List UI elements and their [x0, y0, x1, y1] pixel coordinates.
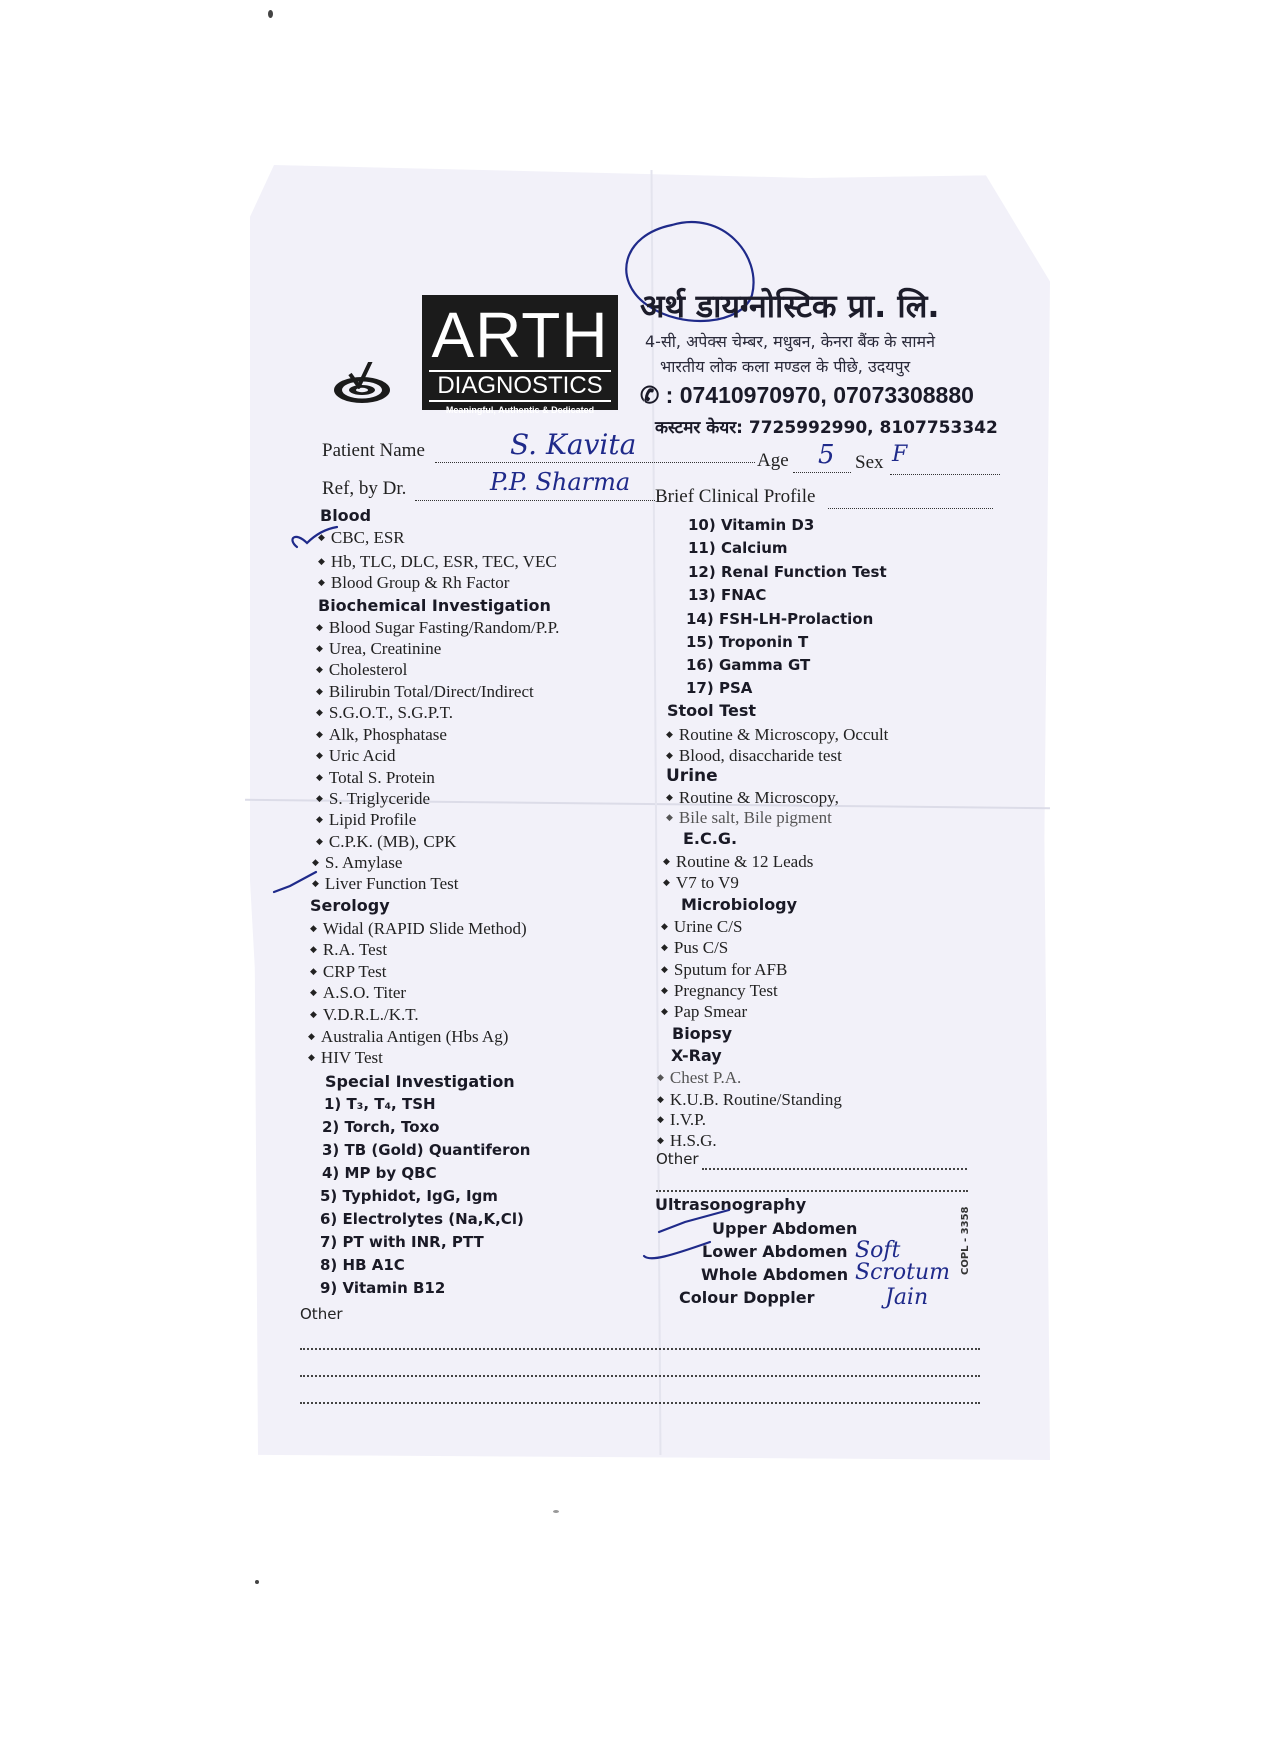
test-item: ◆ Routine & Microscopy,	[666, 788, 839, 808]
test-cbc: ◆ CBC, ESR	[318, 528, 405, 548]
test-item: ◆ S. Triglyceride	[316, 789, 430, 809]
special-item: 14) FSH-LH-Prolaction	[686, 610, 874, 628]
test-item: ◆ CRP Test	[310, 962, 386, 982]
special-item: 10) Vitamin D3	[688, 516, 815, 534]
test-item: ◆ C.P.K. (MB), CPK	[316, 832, 456, 852]
special-item: 11) Calcium	[688, 539, 788, 557]
test-item: ◆ Urine C/S	[661, 917, 742, 937]
test-item: ◆ Pus C/S	[661, 938, 728, 958]
test-liver-function: ◆ Liver Function Test	[312, 874, 458, 894]
section-special: Special Investigation	[325, 1072, 515, 1091]
test-hb: ◆ Hb, TLC, DLC, ESR, TEC, VEC	[318, 552, 557, 572]
sex-value: F	[892, 442, 908, 467]
other-line	[300, 1402, 980, 1404]
test-item: ◆ Total S. Protein	[316, 768, 435, 788]
test-item: ◆ Routine & Microscopy, Occult	[666, 725, 888, 745]
test-item: ◆ H.S.G.	[657, 1131, 717, 1151]
test-blood-group: ◆ Blood Group & Rh Factor	[318, 573, 509, 593]
test-item: ◆ R.A. Test	[310, 940, 387, 960]
logo-tagline: Meaningful, Authentic & Dedicated	[445, 405, 595, 415]
usg-lower-abdomen: Lower Abdomen	[702, 1242, 848, 1261]
test-item: ◆ Bilirubin Total/Direct/Indirect	[316, 682, 534, 702]
test-item: ◆ Cholesterol	[316, 660, 407, 680]
test-item: ◆ Chest P.A.	[657, 1068, 741, 1088]
usg-whole-abdomen: Whole Abdomen	[701, 1265, 849, 1284]
special-item: 6) Electrolytes (Na,K,Cl)	[320, 1210, 524, 1228]
sex-label: Sex	[855, 452, 884, 473]
handnote-soft: Soft	[855, 1238, 901, 1263]
clinical-profile-label: Brief Clinical Profile	[655, 486, 816, 507]
logo-sub: DIAGNOSTICS	[429, 370, 611, 402]
special-item: 12) Renal Function Test	[688, 563, 887, 581]
test-item: ◆ Blood, disaccharide test	[666, 746, 842, 766]
test-item: ◆ S. Amylase	[312, 853, 402, 873]
test-item: ◆ Blood Sugar Fasting/Random/P.P.	[316, 618, 559, 638]
test-item: ◆ V.D.R.L./K.T.	[310, 1005, 419, 1025]
section-serology: Serology	[310, 896, 390, 915]
special-item: 4) MP by QBC	[322, 1164, 437, 1182]
test-item: ◆ A.S.O. Titer	[310, 983, 406, 1003]
ref-doctor-value: P.P. Sharma	[490, 468, 631, 496]
paper-speck	[553, 1510, 559, 1513]
test-item: ◆ Alk, Phosphatase	[316, 725, 447, 745]
age-line	[793, 472, 851, 473]
address-line1: 4-सी, अपेक्स चेम्बर, मधुबन, केनरा बैंक के सामने	[645, 332, 935, 351]
section-stool: Stool Test	[667, 701, 757, 720]
tick-mark-icon	[285, 525, 345, 555]
other-label-right: Other	[656, 1150, 699, 1168]
usg-upper-abdomen: Upper Abdomen	[712, 1219, 858, 1238]
section-xray: X-Ray	[671, 1046, 722, 1065]
special-item: 2) Torch, Toxo	[322, 1118, 440, 1136]
usg-colour-doppler: Colour Doppler	[679, 1288, 815, 1307]
special-item: 3) TB (Gold) Quantiferon	[322, 1141, 531, 1159]
other-label-left: Other	[300, 1305, 343, 1323]
test-item: ◆ V7 to V9	[663, 873, 739, 893]
section-ecg: E.C.G.	[683, 829, 738, 848]
special-item: 15) Troponin T	[686, 633, 809, 651]
test-item: ◆ Urea, Creatinine	[316, 639, 441, 659]
ref-doctor-label: Ref, by Dr.	[322, 478, 407, 499]
test-item: ◆ Pregnancy Test	[661, 981, 778, 1001]
other-line	[702, 1168, 967, 1170]
special-item: 9) Vitamin B12	[320, 1279, 446, 1297]
test-item: ◆ Sputum for AFB	[661, 960, 787, 980]
special-item: 7) PT with INR, PTT	[320, 1233, 484, 1251]
age-label: Age	[757, 450, 789, 471]
section-microbiology: Microbiology	[681, 895, 798, 914]
tick-mark-icon	[640, 1238, 720, 1268]
handnote-scrotum: Scrotum	[855, 1260, 951, 1285]
phone-numbers: ✆ : 07410970970, 07073308880	[640, 382, 974, 408]
test-item: ◆ HIV Test	[308, 1048, 383, 1068]
test-item: ◆ S.G.O.T., S.G.P.T.	[316, 703, 453, 723]
special-item: 1) T₃, T₄, TSH	[324, 1095, 436, 1113]
test-item: ◆ I.V.P.	[657, 1110, 706, 1130]
section-biochemical: Biochemical Investigation	[318, 596, 551, 615]
target-logo-icon	[332, 362, 402, 404]
other-line	[300, 1375, 980, 1377]
test-item: ◆ Bile salt, Bile pigment	[666, 808, 832, 828]
test-item: ◆ Routine & 12 Leads	[663, 852, 813, 872]
age-value: 5	[818, 440, 835, 470]
other-line	[656, 1190, 968, 1192]
test-item: ◆ Australia Antigen (Hbs Ag)	[308, 1027, 508, 1047]
address-line2: भारतीय लोक कला मण्डल के पीछे, उदयपुर	[660, 357, 911, 376]
logo-brand: ARTH	[431, 299, 609, 371]
test-item: ◆ Pap Smear	[661, 1002, 747, 1022]
other-line	[300, 1348, 980, 1350]
special-item: 5) Typhidot, IgG, Igm	[320, 1187, 498, 1205]
section-biopsy: Biopsy	[672, 1024, 733, 1043]
patient-name-value: S. Kavita	[510, 428, 637, 461]
tick-mark-icon	[655, 1208, 735, 1238]
section-ultrasonography: Ultrasonography	[655, 1195, 807, 1214]
patient-name-line	[435, 462, 755, 463]
handnote-jain: Jain	[885, 1285, 929, 1310]
test-item: ◆ Uric Acid	[316, 746, 396, 766]
sex-line	[890, 474, 1000, 475]
special-item: 17) PSA	[686, 679, 753, 697]
ref-doctor-line	[415, 500, 655, 501]
paper-speck	[255, 1580, 259, 1584]
arth-logo	[422, 295, 618, 415]
paper-speck	[268, 10, 273, 18]
tick-mark-icon	[270, 870, 330, 900]
special-item: 8) HB A1C	[320, 1256, 405, 1274]
test-item: ◆ Lipid Profile	[316, 810, 416, 830]
test-item: ◆ K.U.B. Routine/Standing	[657, 1090, 842, 1110]
clinical-profile-line	[828, 508, 993, 509]
test-item: ◆ Widal (RAPID Slide Method)	[310, 919, 527, 939]
patient-name-label: Patient Name	[322, 440, 425, 461]
form-code: COPL - 3358	[960, 1206, 971, 1275]
special-item: 13) FNAC	[688, 586, 767, 604]
special-item: 16) Gamma GT	[686, 656, 811, 674]
section-blood: Blood	[320, 506, 372, 525]
company-hindi-name: अर्थ डायग्नोस्टिक प्रा. लि.	[640, 287, 940, 325]
customer-care: कस्टमर केयर: 7725992990, 8107753342	[655, 418, 998, 438]
section-urine: Urine	[666, 766, 718, 786]
